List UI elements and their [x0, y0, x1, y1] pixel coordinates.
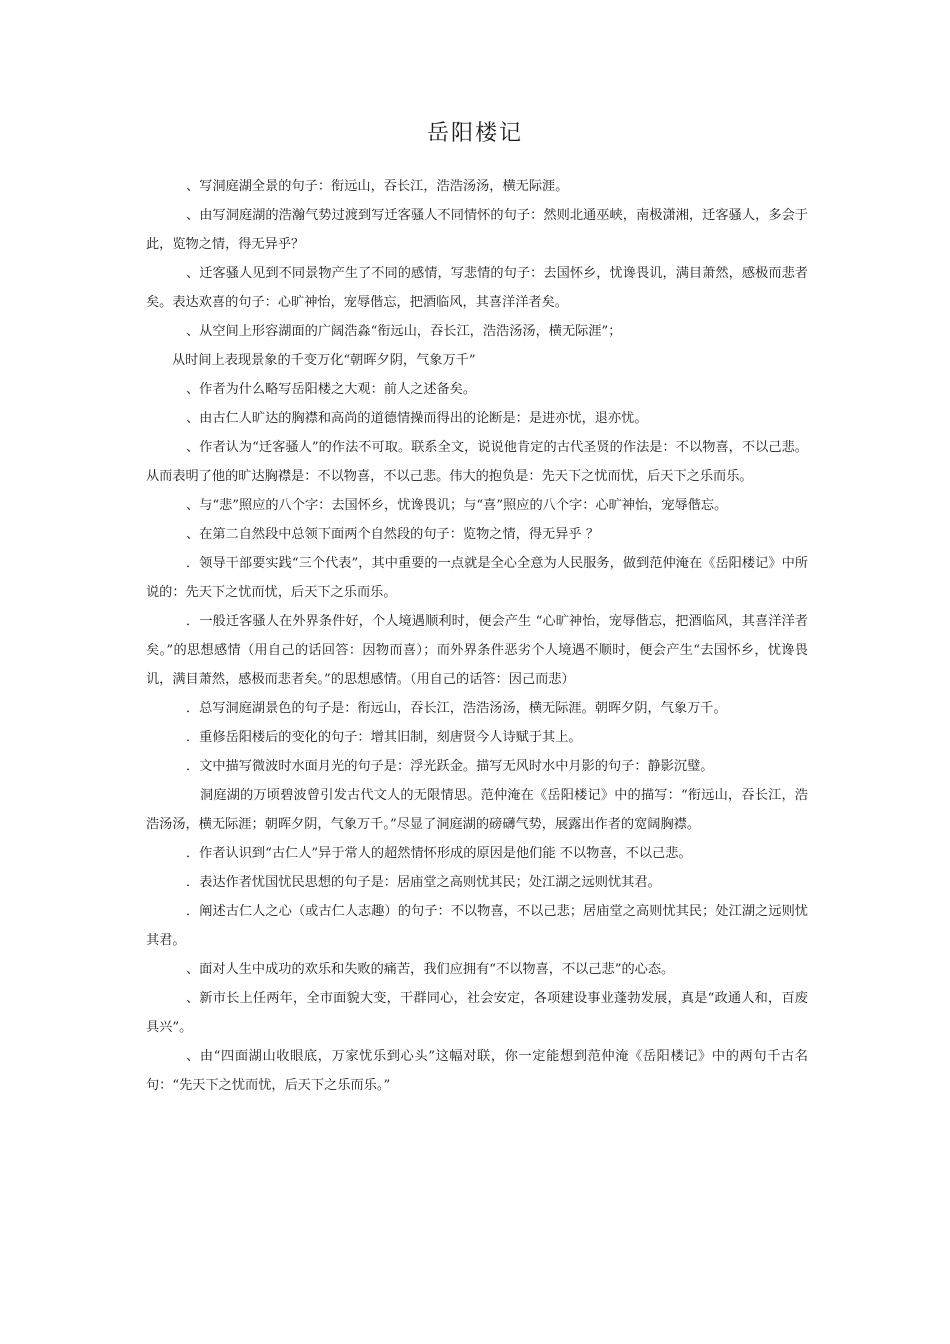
paragraph-20: 、面对人生中成功的欢乐和失败的痛苦，我们应拥有“不以物喜，不以己悲”的心态。: [186, 962, 675, 977]
paragraph-7: 、由古仁人旷达的胸襟和高尚的道德情操而得出的论断是：是进亦忧，退亦忧。: [186, 411, 648, 426]
paragraph-9: 、与“悲”照应的八个字：去国怀乡，忧谗畏讥；与“喜”照应的八个字：心旷神怡，宠辱偕忘。: [186, 498, 728, 513]
paragraph-10: 、在第二自然段中总领下面两个自然段的句子：览物之情，得无异乎 ？: [186, 527, 600, 542]
paragraph-2: 、由写洞庭湖的浩瀚气势过渡到写迁客骚人不同情怀的句子：然则北通巫峡，南极潇湘，迁客骚人，多会于此，览物之情，得无异乎？: [146, 208, 808, 252]
paragraph-3: 、迁客骚人见到不同景物产生了不同的感情，写悲情的句子：去国怀乡，忧谗畏讥，满目萧然，感极而悲者矣。表达欢喜的句子：心旷神怡，宠辱偕忘，把酒临风，其喜洋洋者矣。: [146, 266, 808, 310]
document-body: [146, 172, 808, 1100]
paragraph-15: ．文中描写微波时水面月光的句子是：浮光跃金。描写无风时水中月影的句子：静影沉璧。: [186, 759, 714, 774]
paragraph-1: 、写洞庭湖全景的句子：衔远山，吞长江，浩浩汤汤，横无际涯。: [186, 179, 569, 194]
paragraph-22: 、由“四面湖山收眼底，万家忧乐到心头”这幅对联，你一定能想到范仲淹《岳阳楼记》中的两句千古名句：“先天下之忧而忧，后天下之乐而乐。”: [146, 1049, 808, 1093]
paragraph-8: 、作者认为“迁客骚人”的作法不可取。联系全文，说说他肯定的古代圣贤的作法是：不以物喜，不以己悲。从而表明了他的旷达胸襟是：不以物喜，不以己悲。伟大的抱负是：先天下之忧而忧，后天下之乐而乐。: [146, 440, 808, 484]
paragraph-13: ．总写洞庭湖景色的句子是：衔远山，吞长江，浩浩汤汤，横无际涯。朝晖夕阴，气象万千。: [186, 701, 727, 716]
paragraph-21: 、新市长上任两年，全市面貌大变，干群同心，社会安定，各项建设事业蓬勃发展，真是“政通人和，百废具兴”。: [146, 991, 808, 1035]
paragraph-16: 洞庭湖的万顷碧波曾引发古代文人的无限情思。范仲淹在《岳阳楼记》中的描写：“衔远山，吞长江，浩浩汤汤，横无际涯；朝晖夕阴，气象万千。”尽显了洞庭湖的磅礴气势，展露出作者的宽阔胸襟。: [146, 788, 808, 832]
paragraph-4: 、从空间上形容湖面的广阔浩淼“衔远山，吞长江，浩浩汤汤，横无际涯”；: [186, 324, 622, 339]
paragraph-5: 从时间上表现景象的千变万化“朝晖夕阴，气象万千”: [172, 353, 476, 368]
paragraph-14: ．重修岳阳楼后的变化的句子：增其旧制，刻唐贤今人诗赋于其上。: [186, 730, 582, 745]
paragraph-12: ．一般迁客骚人在外界条件好，个人境遇顺利时，便会产生 “心旷神怡，宠辱偕忘，把酒临风，其喜洋洋者矣。”的思想感情（用自己的话回答：因物而喜）；而外界条件恶劣个人境遇不顺时，便会产生“去国怀乡，忧谗畏讥，满目萧然，感极而悲者矣。”的思想感情。（用自己的话答：因己而悲）: [146, 614, 808, 687]
paragraph-11: ．领导干部要实践“三个代表”，其中重要的一点就是全心全意为人民服务，做到范仲淹在《岳阳楼记》中所说的：先天下之忧而忧，后天下之乐而乐。: [146, 556, 808, 600]
paragraph-19: ．阐述古仁人之心（或古仁人志趣）的句子：不以物喜，不以己悲；居庙堂之高则忧其民；处江湖之远则忧其君。: [146, 904, 808, 948]
paragraph-18: ．表达作者忧国忧民思想的句子是：居庙堂之高则忧其民；处江湖之远则忧其君。: [186, 875, 661, 890]
paragraph-17: ．作者认识到“古仁人”异于常人的超然情怀形成的原因是他们能 不以物喜，不以己悲。: [186, 846, 692, 861]
paragraph-6: 、作者为什么略写岳阳楼之大观：前人之述备矣。: [186, 382, 477, 397]
document-title: 岳阳楼记: [426, 121, 523, 146]
